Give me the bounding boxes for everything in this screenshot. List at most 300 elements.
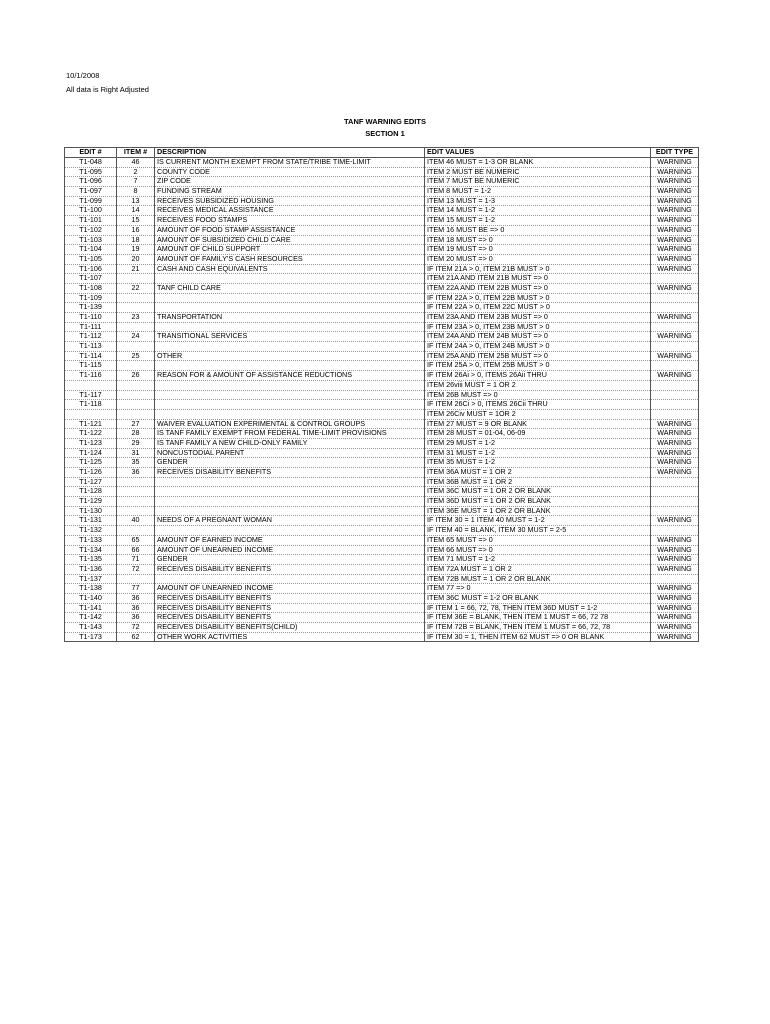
edit-number-cell: T1-101 [65,216,117,226]
edit-values-cell: ITEM 20 MUST => 0 [425,254,651,264]
table-row [65,264,699,274]
table-row [65,409,699,419]
item-number-cell: 13 [117,196,155,206]
table-row [65,419,699,429]
table-row [65,167,699,177]
edit-values-cell: ITEM 26B MUST => 0 [425,390,651,400]
edit-number-cell: T1-115 [65,361,117,371]
edit-values-cell: ITEM 36B MUST = 1 OR 2 [425,477,651,487]
edit-values-cell: IF ITEM 26Ai > 0, ITEMS 26Aii THRU [425,371,651,381]
edit-values-cell: ITEM 36E MUST = 1 OR 2 OR BLANK [425,506,651,516]
edit-number-cell: T1-102 [65,225,117,235]
item-number-cell: 65 [117,535,155,545]
description-cell [155,293,425,303]
table-row [65,429,699,439]
edit-values-cell: ITEM 26viii MUST = 1 OR 2 [425,380,651,390]
table-row [65,584,699,594]
edit-type-cell: WARNING [651,613,699,623]
item-number-cell [117,506,155,516]
edit-number-cell: T1-135 [65,555,117,565]
description-cell: WAIVER EVALUATION EXPERIMENTAL & CONTROL GROUPS [155,419,425,429]
edit-number-cell: T1-103 [65,235,117,245]
item-number-cell [117,390,155,400]
edit-type-cell: WARNING [651,196,699,206]
edit-number-cell: T1-110 [65,313,117,323]
warning-edits-table [64,147,699,642]
item-number-cell: 35 [117,458,155,468]
item-number-cell [117,497,155,507]
table-row [65,535,699,545]
edit-type-cell: WARNING [651,206,699,216]
edit-type-cell: WARNING [651,371,699,381]
edit-values-cell: ITEM 35 MUST = 1-2 [425,458,651,468]
edit-type-cell: WARNING [651,167,699,177]
item-number-cell: 72 [117,564,155,574]
description-cell: TRANSPORTATION [155,313,425,323]
edit-type-cell: WARNING [651,438,699,448]
description-cell [155,342,425,352]
edit-values-cell: ITEM 46 MUST = 1-3 OR BLANK [425,158,651,168]
column-header-description: DESCRIPTION [155,148,425,158]
edit-type-cell: WARNING [651,623,699,633]
edit-number-cell: T1-114 [65,351,117,361]
edit-number-cell: T1-132 [65,526,117,536]
table-row [65,274,699,284]
edit-values-cell: ITEM 24A AND ITEM 24B MUST => 0 [425,332,651,342]
table-row [65,196,699,206]
edit-type-cell [651,400,699,410]
edit-values-cell: IF ITEM 22A > 0, ITEM 22B MUST > 0 [425,293,651,303]
edit-type-cell [651,390,699,400]
description-cell: IS CURRENT MONTH EXEMPT FROM STATE/TRIBE TIME-LIMIT [155,158,425,168]
description-cell [155,506,425,516]
description-cell: IS TANF FAMILY A NEW CHILD-ONLY FAMILY [155,438,425,448]
item-number-cell: 18 [117,235,155,245]
edit-type-cell: WARNING [651,254,699,264]
table-row [65,555,699,565]
description-cell: AMOUNT OF CHILD SUPPORT [155,245,425,255]
edit-type-cell: WARNING [651,468,699,478]
edit-number-cell: T1-122 [65,429,117,439]
edit-number-cell: T1-134 [65,545,117,555]
table-row [65,390,699,400]
description-cell: OTHER WORK ACTIVITIES [155,632,425,642]
edit-type-cell: WARNING [651,555,699,565]
item-number-cell: 36 [117,593,155,603]
table-row [65,603,699,613]
description-cell: GENDER [155,555,425,565]
edit-type-cell [651,487,699,497]
edit-type-cell: WARNING [651,448,699,458]
item-number-cell [117,400,155,410]
edit-values-cell: ITEM 66 MUST => 0 [425,545,651,555]
edit-type-cell: WARNING [651,593,699,603]
edit-number-cell: T1-123 [65,438,117,448]
item-number-cell: 15 [117,216,155,226]
edit-values-cell: ITEM 18 MUST => 0 [425,235,651,245]
edit-type-cell: WARNING [651,545,699,555]
edit-number-cell: T1-173 [65,632,117,642]
edit-type-cell [651,477,699,487]
table-row [65,158,699,168]
description-cell: CASH AND CASH EQUIVALENTS [155,264,425,274]
item-number-cell: 36 [117,613,155,623]
table-row [65,254,699,264]
edit-number-cell: T1-136 [65,564,117,574]
item-number-cell: 16 [117,225,155,235]
table-row [65,206,699,216]
section-title: SECTION 1 [365,129,405,138]
edit-type-cell [651,409,699,419]
edit-values-cell: IF ITEM 36E = BLANK, THEN ITEM 1 MUST = 66, 72 78 [425,613,651,623]
description-cell: AMOUNT OF UNEARNED INCOME [155,584,425,594]
item-number-cell [117,487,155,497]
table-row [65,361,699,371]
table-body [65,158,699,642]
edit-values-cell: ITEM 13 MUST = 1-3 [425,196,651,206]
edit-values-cell: ITEM 29 MUST = 1-2 [425,438,651,448]
item-number-cell: 28 [117,429,155,439]
edit-type-cell [651,361,699,371]
item-number-cell: 20 [117,254,155,264]
edit-number-cell: T1-097 [65,187,117,197]
table-row [65,216,699,226]
edit-type-cell [651,526,699,536]
edit-number-cell: T1-141 [65,603,117,613]
table-row [65,497,699,507]
column-header-edit-values: EDIT VALUES [425,148,651,158]
document-title: TANF WARNING EDITS [344,117,426,126]
edit-number-cell: T1-095 [65,167,117,177]
description-cell [155,497,425,507]
edit-number-cell: T1-124 [65,448,117,458]
edit-number-cell: T1-143 [65,623,117,633]
table-row [65,448,699,458]
edit-values-cell: ITEM 23A AND ITEM 23B MUST => 0 [425,313,651,323]
edit-type-cell [651,506,699,516]
edit-number-cell: T1-126 [65,468,117,478]
description-cell: NONCUSTODIAL PARENT [155,448,425,458]
item-number-cell: 14 [117,206,155,216]
edit-values-cell: IF ITEM 26Ci > 0, ITEMS 26Cii THRU [425,400,651,410]
table-row [65,593,699,603]
table-row [65,574,699,584]
description-cell: AMOUNT OF UNEARNED INCOME [155,545,425,555]
edit-values-cell: ITEM 72A MUST = 1 OR 2 [425,564,651,574]
table-row [65,506,699,516]
column-header-edit: EDIT # [65,148,117,158]
document-date: 10/1/2008 [66,71,100,80]
edit-values-cell: ITEM 16 MUST BE => 0 [425,225,651,235]
table-row [65,225,699,235]
item-number-cell [117,342,155,352]
edit-number-cell: T1-117 [65,390,117,400]
table-row [65,332,699,342]
edit-number-cell: T1-128 [65,487,117,497]
table-row [65,342,699,352]
edit-number-cell: T1-096 [65,177,117,187]
table-row [65,293,699,303]
description-cell: RECEIVES FOOD STAMPS [155,216,425,226]
edit-type-cell: WARNING [651,187,699,197]
table-row [65,545,699,555]
edit-values-cell: IF ITEM 25A > 0, ITEM 25B MUST > 0 [425,361,651,371]
item-number-cell [117,274,155,284]
item-number-cell: 8 [117,187,155,197]
edit-number-cell: T1-111 [65,322,117,332]
item-number-cell: 36 [117,468,155,478]
edit-number-cell: T1-116 [65,371,117,381]
edit-values-cell: ITEM 71 MUST = 1-2 [425,555,651,565]
item-number-cell: 62 [117,632,155,642]
edit-type-cell [651,293,699,303]
edit-type-cell: WARNING [651,419,699,429]
description-cell: AMOUNT OF FAMILY'S CASH RESOURCES [155,254,425,264]
edit-values-cell: IF ITEM 22A > 0, ITEM 22C MUST > 0 [425,303,651,313]
table-header-row [65,148,699,158]
edit-type-cell: WARNING [651,225,699,235]
description-cell [155,487,425,497]
edit-type-cell: WARNING [651,516,699,526]
description-cell: NEEDS OF A PREGNANT WOMAN [155,516,425,526]
table-row [65,400,699,410]
edit-number-cell: T1-139 [65,303,117,313]
edit-type-cell: WARNING [651,351,699,361]
edit-number-cell: T1-127 [65,477,117,487]
item-number-cell: 72 [117,623,155,633]
description-cell: IS TANF FAMILY EXEMPT FROM FEDERAL TIME-LIMIT PROVISIONS [155,429,425,439]
edit-number-cell: T1-112 [65,332,117,342]
table-row [65,283,699,293]
edit-type-cell: WARNING [651,535,699,545]
edit-values-cell: IF ITEM 23A > 0, ITEM 23B MUST > 0 [425,322,651,332]
description-cell: AMOUNT OF FOOD STAMP ASSISTANCE [155,225,425,235]
item-number-cell: 22 [117,283,155,293]
edit-number-cell: T1-105 [65,254,117,264]
item-number-cell: 77 [117,584,155,594]
edit-values-cell: ITEM 31 MUST = 1-2 [425,448,651,458]
description-cell [155,390,425,400]
document-note: All data is Right Adjusted [66,85,149,94]
edit-values-cell: IF ITEM 40 = BLANK, ITEM 30 MUST = 2-5 [425,526,651,536]
edit-values-cell: ITEM 7 MUST BE NUMERIC [425,177,651,187]
item-number-cell [117,526,155,536]
edit-number-cell: T1-121 [65,419,117,429]
edit-type-cell: WARNING [651,603,699,613]
table-row [65,623,699,633]
item-number-cell [117,361,155,371]
edit-values-cell: ITEM 26Civ MUST = 1OR 2 [425,409,651,419]
description-cell: RECEIVES DISABILITY BENEFITS [155,593,425,603]
table-row [65,632,699,642]
edit-type-cell [651,574,699,584]
description-cell [155,380,425,390]
edit-values-cell: ITEM 8 MUST = 1-2 [425,187,651,197]
description-cell: RECEIVES DISABILITY BENEFITS [155,564,425,574]
edit-type-cell: WARNING [651,245,699,255]
table-row [65,477,699,487]
description-cell [155,574,425,584]
item-number-cell: 36 [117,603,155,613]
edit-number-cell: T1-106 [65,264,117,274]
description-cell: AMOUNT OF EARNED INCOME [155,535,425,545]
item-number-cell: 21 [117,264,155,274]
edit-number-cell: T1-108 [65,283,117,293]
column-header-edit-type: EDIT TYPE [651,148,699,158]
table-row [65,313,699,323]
table-row [65,380,699,390]
edit-number-cell: T1-125 [65,458,117,468]
edit-number-cell: T1-109 [65,293,117,303]
description-cell: GENDER [155,458,425,468]
item-number-cell [117,380,155,390]
edit-values-cell: ITEM 72B MUST = 1 OR 2 OR BLANK [425,574,651,584]
table-row [65,613,699,623]
item-number-cell [117,409,155,419]
table-row [65,526,699,536]
edit-type-cell: WARNING [651,177,699,187]
description-cell [155,361,425,371]
edit-number-cell [65,380,117,390]
edit-values-cell: IF ITEM 24A > 0, ITEM 24B MUST > 0 [425,342,651,352]
edit-values-cell: IF ITEM 72B = BLANK, THEN ITEM 1 MUST = 66, 72, 78 [425,623,651,633]
item-number-cell: 46 [117,158,155,168]
description-cell: COUNTY CODE [155,167,425,177]
description-cell: OTHER [155,351,425,361]
edit-number-cell: T1-133 [65,535,117,545]
edit-values-cell: ITEM 15 MUST = 1-2 [425,216,651,226]
edit-type-cell: WARNING [651,564,699,574]
edit-number-cell: T1-100 [65,206,117,216]
item-number-cell [117,477,155,487]
edit-number-cell: T1-118 [65,400,117,410]
item-number-cell [117,293,155,303]
description-cell: TANF CHILD CARE [155,283,425,293]
edit-number-cell: T1-129 [65,497,117,507]
description-cell [155,477,425,487]
item-number-cell: 23 [117,313,155,323]
edit-type-cell [651,497,699,507]
edit-values-cell: IF ITEM 1 = 66, 72, 78, THEN ITEM 36D MUST = 1-2 [425,603,651,613]
edit-type-cell: WARNING [651,332,699,342]
edit-type-cell [651,274,699,284]
description-cell [155,526,425,536]
description-cell: RECEIVES DISABILITY BENEFITS [155,613,425,623]
table-row [65,177,699,187]
description-cell: AMOUNT OF SUBSIDIZED CHILD CARE [155,235,425,245]
item-number-cell: 27 [117,419,155,429]
edit-type-cell [651,322,699,332]
item-number-cell [117,303,155,313]
item-number-cell: 66 [117,545,155,555]
table-row [65,487,699,497]
edit-number-cell: T1-140 [65,593,117,603]
edit-type-cell: WARNING [651,235,699,245]
edit-values-cell: ITEM 19 MUST => 0 [425,245,651,255]
table-row [65,516,699,526]
table-row [65,351,699,361]
table-row [65,468,699,478]
edit-type-cell: WARNING [651,313,699,323]
table-row [65,371,699,381]
table-row [65,235,699,245]
description-cell [155,400,425,410]
edit-values-cell: ITEM 77 => 0 [425,584,651,594]
edit-type-cell: WARNING [651,632,699,642]
item-number-cell: 31 [117,448,155,458]
edit-values-cell: ITEM 27 MUST = 9 OR BLANK [425,419,651,429]
edit-type-cell: WARNING [651,429,699,439]
item-number-cell: 24 [117,332,155,342]
description-cell: RECEIVES MEDICAL ASSISTANCE [155,206,425,216]
item-number-cell: 71 [117,555,155,565]
edit-number-cell: T1-113 [65,342,117,352]
item-number-cell: 7 [117,177,155,187]
edit-type-cell: WARNING [651,458,699,468]
table-row [65,245,699,255]
table-row [65,564,699,574]
edit-type-cell: WARNING [651,283,699,293]
item-number-cell [117,574,155,584]
description-cell [155,409,425,419]
description-cell: FUNDING STREAM [155,187,425,197]
edit-number-cell: T1-048 [65,158,117,168]
table-row [65,438,699,448]
edit-values-cell: ITEM 14 MUST = 1-2 [425,206,651,216]
edit-values-cell: ITEM 65 MUST => 0 [425,535,651,545]
description-cell: ZIP CODE [155,177,425,187]
table-row [65,458,699,468]
edit-type-cell [651,380,699,390]
description-cell [155,303,425,313]
edit-values-cell: ITEM 21A AND ITEM 21B MUST => 0 [425,274,651,284]
edit-type-cell: WARNING [651,584,699,594]
edit-type-cell [651,303,699,313]
item-number-cell [117,322,155,332]
edit-number-cell: T1-130 [65,506,117,516]
edit-values-cell: ITEM 36C MUST = 1 OR 2 OR BLANK [425,487,651,497]
item-number-cell: 40 [117,516,155,526]
edit-number-cell: T1-104 [65,245,117,255]
edit-values-cell: IF ITEM 21A > 0, ITEM 21B MUST > 0 [425,264,651,274]
description-cell: RECEIVES DISABILITY BENEFITS [155,603,425,613]
edit-values-cell: ITEM 28 MUST = 01-04, 06-09 [425,429,651,439]
table-row [65,303,699,313]
table-row [65,187,699,197]
edit-values-cell: ITEM 36A MUST = 1 OR 2 [425,468,651,478]
edit-number-cell: T1-137 [65,574,117,584]
edit-number-cell: T1-138 [65,584,117,594]
description-cell: REASON FOR & AMOUNT OF ASSISTANCE REDUCTIONS [155,371,425,381]
edit-values-cell: ITEM 22A AND ITEM 22B MUST => 0 [425,283,651,293]
edit-number-cell [65,409,117,419]
item-number-cell: 2 [117,167,155,177]
item-number-cell: 19 [117,245,155,255]
description-cell: RECEIVES DISABILITY BENEFITS(CHILD) [155,623,425,633]
edit-type-cell [651,342,699,352]
description-cell: RECEIVES DISABILITY BENEFITS [155,468,425,478]
edit-values-cell: IF ITEM 30 = 1 ITEM 40 MUST = 1-2 [425,516,651,526]
column-header-item: ITEM # [117,148,155,158]
description-cell: TRANSITIONAL SERVICES [155,332,425,342]
edit-number-cell: T1-099 [65,196,117,206]
edit-type-cell: WARNING [651,264,699,274]
description-cell [155,274,425,284]
item-number-cell: 25 [117,351,155,361]
edit-type-cell: WARNING [651,158,699,168]
table-row [65,322,699,332]
edit-number-cell: T1-142 [65,613,117,623]
